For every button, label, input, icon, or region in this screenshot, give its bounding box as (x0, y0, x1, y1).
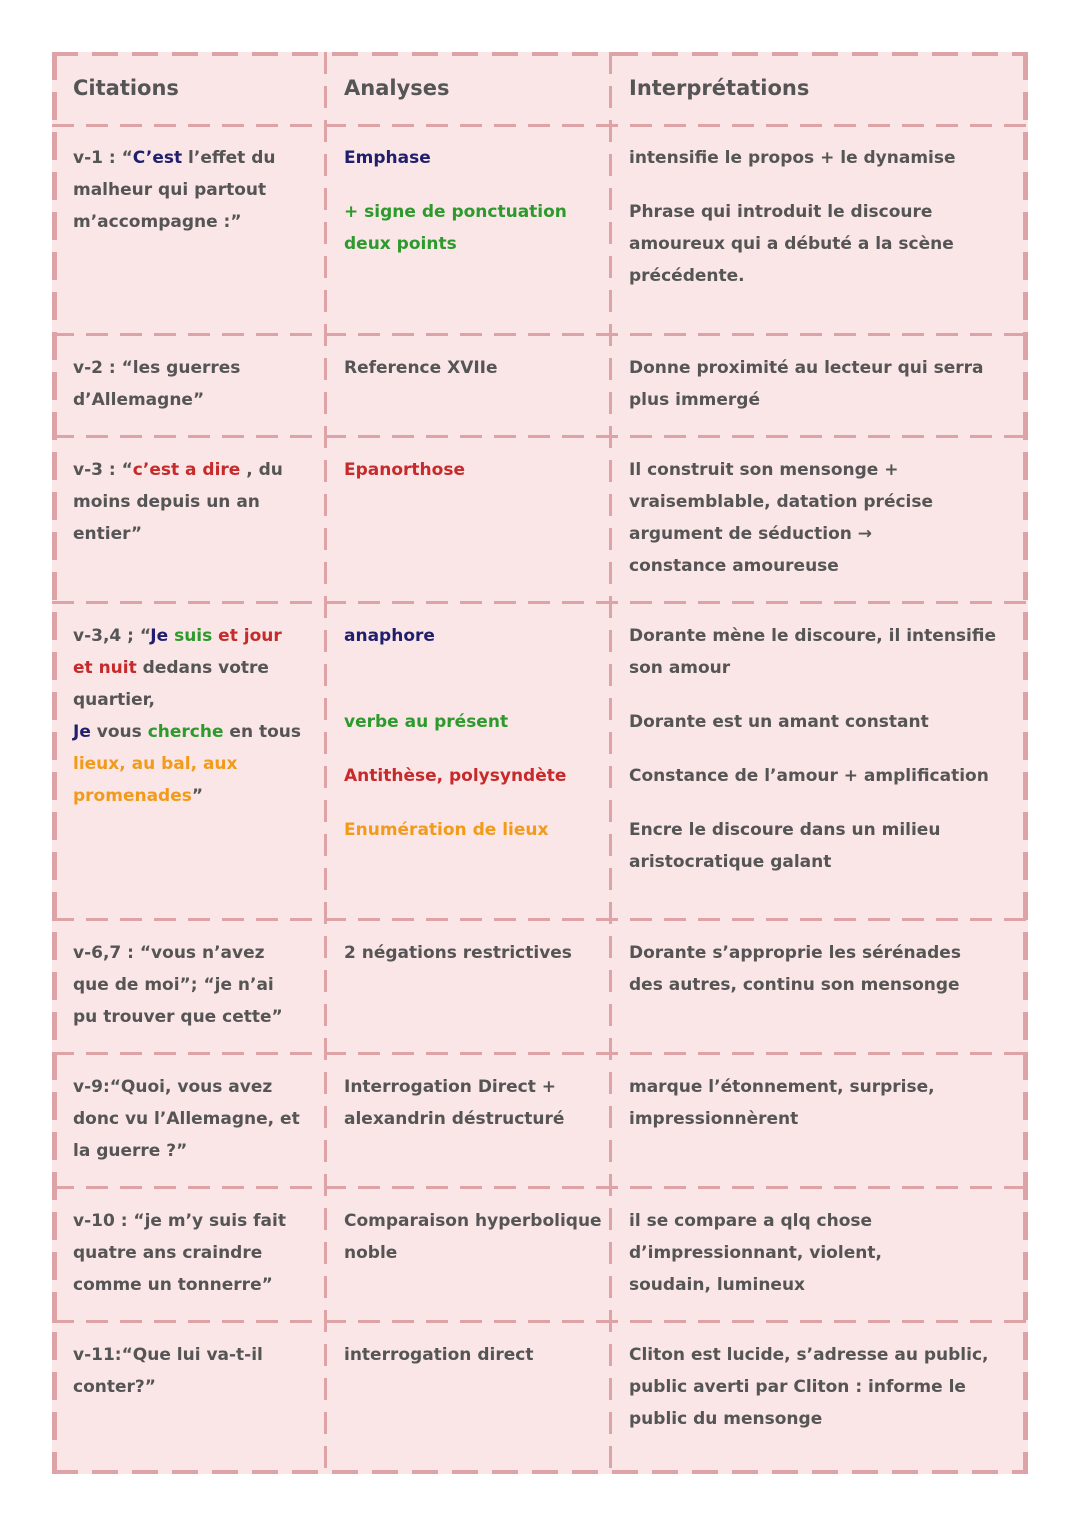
analysis-cell-v9 (344, 1071, 574, 1135)
interpretation-cell-v10 (629, 1205, 969, 1301)
analysis-antithese: Antithèse, polysyndète (344, 766, 567, 786)
analysis-cell-v3 (344, 454, 604, 486)
analysis-anaphore: anaphore (344, 626, 435, 646)
citation-text: v-2 : “les guerres d’Allemagne” (73, 358, 241, 410)
column-divider (324, 52, 327, 1474)
citation-text: et jour et nuit (73, 626, 282, 678)
citation-text: suis (174, 626, 213, 646)
citation-text: c’est a dire (132, 460, 241, 480)
analysis-ponctuation: + signe de ponctuation deux points (344, 202, 567, 254)
citation-cell-v2 (73, 352, 288, 416)
row-divider (52, 1052, 1028, 1055)
interpretation-text: Donne proximité au lecteur qui serra plus immergé (629, 358, 984, 410)
citation-cell-v3-4 (73, 620, 303, 812)
citation-text: cherche (147, 722, 224, 742)
row-divider (52, 1186, 1028, 1189)
analysis-text: Interrogation Direct + alexandrin déstructuré (344, 1077, 565, 1129)
interpretation-cell-v1 (629, 142, 959, 292)
interpretation-cell-v9 (629, 1071, 959, 1135)
interpretation-cell-v3 (629, 454, 974, 582)
header-citations: Citations (73, 76, 179, 100)
analysis-cell-v1 (344, 142, 614, 260)
citation-cell-v10 (73, 1205, 288, 1301)
analysis-table (52, 52, 1028, 1474)
interpretation-text: Dorante s’approprie les sérénades des autres, continu son mensonge (629, 943, 961, 995)
citation-text: v-3,4 ; “ (73, 626, 151, 646)
citation-text: v-10 : “je m’y suis fait quatre ans craindre comme un tonnerre” (73, 1211, 286, 1295)
citation-text: v-9:“Quoi, vous avez donc vu l’Allemagne, et la guerre ?” (73, 1077, 300, 1161)
analysis-enumeration: Enumération de lieux (344, 820, 549, 840)
analysis-cell-v11 (344, 1339, 604, 1371)
analysis-verbe-present: verbe au présent (344, 712, 509, 732)
row-divider (52, 333, 1028, 336)
interpretation-text: Encre le discoure dans un milieu aristocratique galant (629, 820, 941, 872)
interpretation-text: il se compare a qlq chose d’impressionnant, violent, soudain, lumineux (629, 1211, 882, 1295)
interpretation-text: intensifie le propos + le dynamise (629, 148, 956, 168)
row-divider (52, 124, 1028, 127)
citation-text: C’est (132, 148, 183, 168)
citation-cell-v1 (73, 142, 298, 238)
row-divider (52, 435, 1028, 438)
citation-text: , du moins depuis un an entier” (73, 460, 283, 544)
interpretation-text: marque l’étonnement, surprise, impressionnèrent (629, 1077, 935, 1129)
interpretation-text: Constance de l’amour + amplification (629, 766, 989, 786)
citation-cell-v11 (73, 1339, 288, 1403)
analysis-emphase: Emphase (344, 148, 431, 168)
table-border-left (52, 52, 57, 1474)
citation-text: v-1 : “ (73, 148, 133, 168)
citation-text: en tous (223, 722, 301, 742)
analysis-cell-v3-4 (344, 620, 604, 846)
table-border-top (52, 52, 1028, 56)
row-divider (52, 1320, 1028, 1323)
header-interpretations: Interprétations (629, 76, 810, 100)
interpretation-text: Il construit son mensonge + vraisemblable, datation précise argument de séduction → constance amoureuse (629, 460, 934, 576)
analysis-text: interrogation direct (344, 1345, 534, 1365)
row-divider (52, 918, 1028, 921)
interpretation-cell-v11 (629, 1339, 1014, 1435)
interpretation-cell-v2 (629, 352, 1014, 416)
analysis-cell-v2 (344, 352, 604, 384)
interpretation-text: Cliton est lucide, s’adresse au public, public averti par Cliton : informe le public du mensonge (629, 1345, 989, 1429)
header-analyses: Analyses (344, 76, 450, 100)
citation-text: Je (150, 626, 169, 646)
analysis-cell-v10 (344, 1205, 614, 1269)
citation-text: Je (73, 722, 91, 742)
citation-cell-v3 (73, 454, 288, 550)
citation-text: ” (191, 786, 204, 806)
citation-text: v-11:“Que lui va-t-il conter?” (73, 1345, 263, 1397)
analysis-text: Reference XVIIe (344, 358, 498, 378)
citation-cell-v6-7 (73, 937, 298, 1033)
analysis-text: 2 négations restrictives (344, 943, 572, 963)
interpretation-cell-v6-7 (629, 937, 999, 1001)
citation-text: dedans votre quartier, (73, 658, 269, 710)
analysis-cell-v6-7 (344, 937, 604, 969)
interpretation-cell-v3-4 (629, 620, 1014, 878)
analysis-text: Comparaison hyperbolique noble (344, 1211, 602, 1263)
interpretation-text: Phrase qui introduit le discoure amoureux qui a débuté a la scène précédente. (629, 202, 954, 286)
table-border-right (1023, 52, 1028, 1474)
interpretation-text: Dorante est un amant constant (629, 712, 929, 732)
citation-text: v-3 : “ (73, 460, 133, 480)
citation-cell-v9 (73, 1071, 313, 1167)
interpretation-text: Dorante mène le discoure, il intensifie son amour (629, 626, 996, 678)
citation-text: lieux, au bal, aux promenades (73, 754, 238, 806)
table-border-bottom (52, 1470, 1028, 1474)
citation-text: l’effet du malheur qui partout m’accompagne :” (73, 148, 276, 232)
citation-text: vous (90, 722, 148, 742)
analysis-epanorthose: Epanorthose (344, 460, 465, 480)
citation-text: v-6,7 : “vous n’avez que de moi”; “je n’ai pu trouver que cette” (73, 943, 283, 1027)
row-divider (52, 601, 1028, 604)
